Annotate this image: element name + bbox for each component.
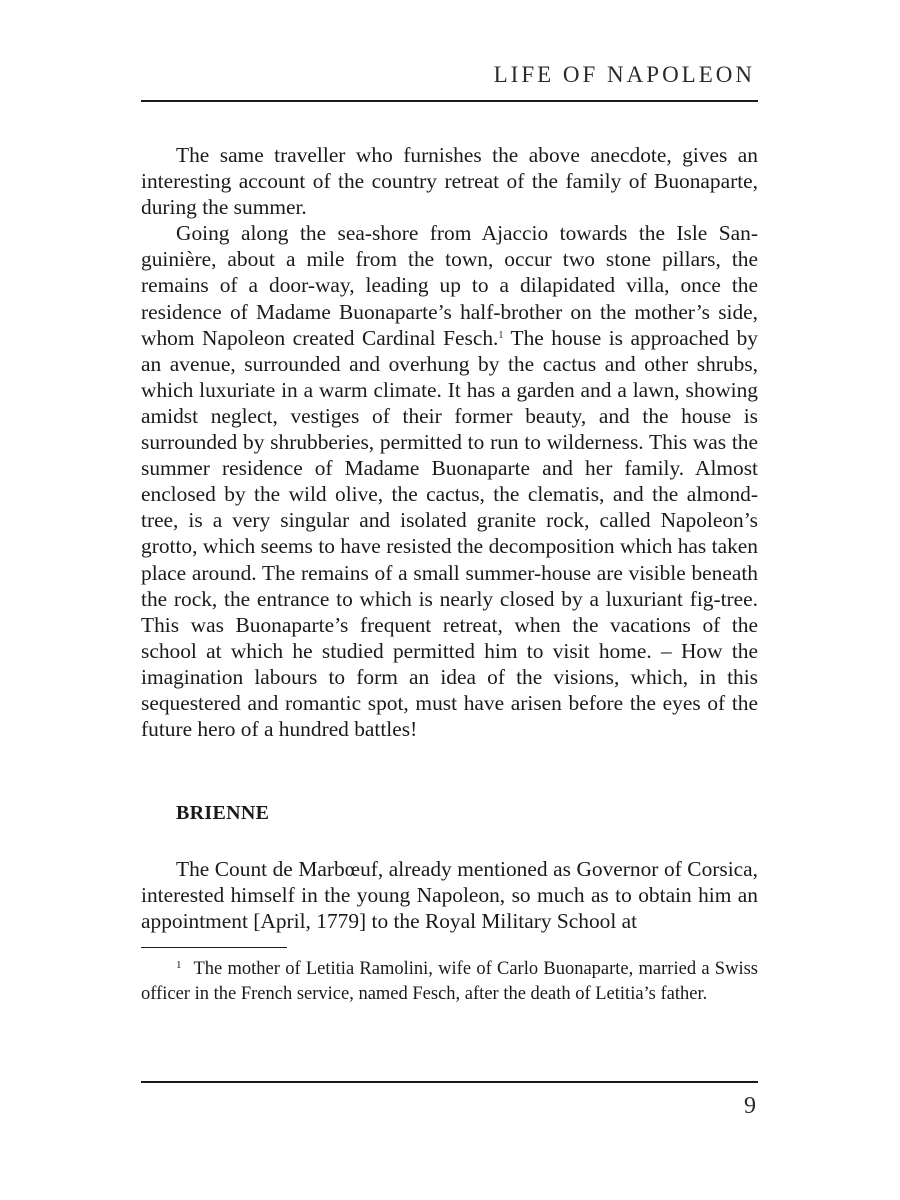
footer-rule — [141, 1081, 758, 1083]
footnote-text: The mother of Letitia Ramolini, wife of Carlo Buonaparte, married a Swiss officer in the French service, named Fesch, after the death of Letitia’s father. — [141, 959, 758, 1004]
footnote — [141, 957, 758, 1007]
header-rule — [141, 100, 758, 102]
paragraph-1: The same traveller who furnishes the above anecdote, gives an interesting account of the country retreat of the family of Buonaparte, during the summer. — [141, 143, 758, 220]
footnote-marker: 1 — [176, 959, 182, 971]
section-heading: BRIENNE — [176, 802, 270, 824]
running-head: LIFE OF NAPOLEON — [493, 62, 755, 87]
paragraph-2-text-a: Going along the sea-shore from Ajaccio towards the Isle Sanguinière, about a mile from the town, occur two stone pillars, the remains of a door-way, leading up to a dilapidated villa, once the residence of Madame Buonaparte’s half-brother on the mother’s side, whom Napoleon created Cardinal Fesch. — [141, 221, 758, 350]
paragraph-2 — [141, 220, 758, 742]
footnote-separator — [141, 947, 287, 948]
section-text — [141, 856, 758, 934]
page-number: 9 — [744, 1093, 756, 1119]
main-text — [141, 142, 758, 742]
paragraph-2-text-b: The house is approached by an avenue, surrounded and overhung by the cactus and other shrubs, which luxuriate in a warm climate. It has a garden and a lawn, showing amidst neglect, vestiges of their former beauty, and the house is surrounded by shrubberies, permitted to run to wilderness. This was the summer residence of Madame Buonaparte and her family. Almost enclosed by the wild olive, the cactus, the clematis, and the almond-tree, is a very singular and isolated granite rock, called Napoleon’s grotto, which seems to have resisted the decomposition which has taken place around. The remains of a small summer-house are visible beneath the rock, the entrance to which is nearly closed by a luxuriant fig-tree. This was Buonaparte’s frequent retreat, when the vacations of the school at which he studied permitted him to visit home. – How the imagination labours to form an idea of the visions, which, in this sequestered and romantic spot, must have arisen before the eyes of the future hero of a hundred battles! — [141, 325, 758, 742]
section-paragraph: The Count de Marbœuf, already mentioned as Governor of Corsica, interested himself in the young Napoleon, so much as to obtain him an appointment [April, 1779] to the Royal Military School at — [141, 857, 758, 934]
footnote-reference: 1 — [498, 329, 504, 341]
